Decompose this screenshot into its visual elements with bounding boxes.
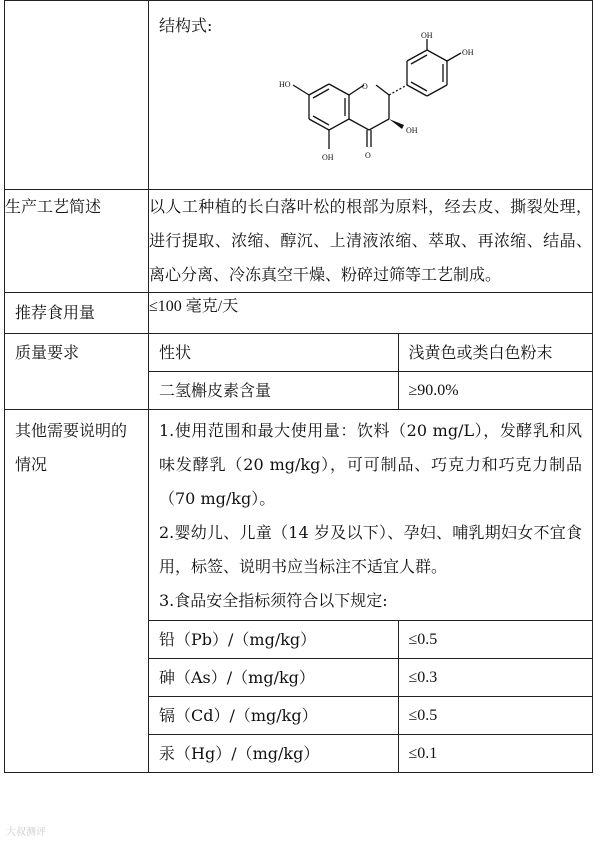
other-row — [5, 410, 593, 773]
dosage-value: ≤100 毫克/天 — [149, 293, 593, 334]
dosage-row — [5, 293, 593, 334]
other-para-3: 3.食品安全指标须符合以下规定: — [159, 591, 388, 610]
limit-row-pb — [149, 621, 592, 659]
oh-label-top-right: OH — [462, 48, 474, 57]
process-row — [5, 190, 593, 293]
carbonyl-oxygen-label: O — [365, 151, 371, 160]
structure-label: 结构式: — [159, 16, 213, 35]
limit-item: 镉（Cd）/（mg/kg） — [149, 697, 398, 735]
quality-row-content — [149, 372, 592, 410]
quality-label: 质量要求 — [5, 334, 149, 410]
limit-item: 铅（Pb）/（mg/kg） — [149, 621, 398, 659]
other-para-2: 2.婴幼儿、儿童（14 岁及以下）、孕妇、哺乳期妇女不宜食用，标签、说明书应当标注不适宜人群。 — [159, 523, 582, 576]
limit-value: ≤0.5 — [398, 697, 592, 735]
limit-row-cd — [149, 697, 592, 735]
oh-label-top-left: OH — [421, 31, 433, 40]
quality-row — [5, 334, 593, 410]
other-para-1: 1.使用范围和最大使用量：饮料（20 mg/L），发酵乳和风味发酵乳（20 mg/kg），可可制品、巧克力和巧克力制品（70 mg/kg）。 — [159, 421, 582, 508]
quality-item: 二氢槲皮素含量 — [149, 372, 398, 410]
dosage-label: 推荐食用量 — [5, 293, 149, 334]
oh-label-c3: OH — [406, 126, 418, 135]
document — [4, 0, 592, 773]
watermark: 大叔测评 — [6, 827, 46, 838]
quality-value: ≥90.0% — [408, 382, 459, 399]
quality-item: 性状 — [149, 334, 398, 372]
info-table — [4, 0, 593, 773]
quality-table — [149, 334, 592, 409]
limit-item: 汞（Hg）/（mg/kg） — [149, 735, 398, 773]
chemical-structure-diagram — [249, 31, 529, 189]
quality-row-appearance — [149, 334, 592, 372]
limit-value: ≤0.3 — [398, 659, 592, 697]
limit-value: ≤0.5 — [398, 621, 592, 659]
ho-label-left: HO — [279, 80, 291, 89]
structure-label-cell — [5, 1, 149, 190]
limit-item: 砷（As）/（mg/kg） — [149, 659, 398, 697]
limit-row-as — [149, 659, 592, 697]
process-text: 以人工种植的长白落叶松的根部为原料，经去皮、撕裂处理，进行提取、浓缩、醇沉、上清液浓缩、萃取、再浓缩、结晶、离心分离、冷冻真空干燥、粉碎过筛等工艺制成。 — [149, 190, 593, 293]
structure-cell — [149, 1, 593, 190]
structure-row — [5, 1, 593, 190]
other-label: 其他需要说明的情况 — [5, 410, 149, 773]
oh-label-bottom: OH — [322, 153, 334, 162]
limits-table — [149, 620, 592, 772]
quality-cell — [149, 334, 593, 410]
other-cell — [149, 410, 593, 773]
limit-row-hg — [149, 735, 592, 773]
ring-oxygen-label: O — [362, 82, 368, 91]
limit-value: ≤0.1 — [408, 745, 438, 762]
quality-value: 浅黄色或类白色粉末 — [398, 334, 592, 372]
process-label: 生产工艺简述 — [5, 190, 149, 293]
